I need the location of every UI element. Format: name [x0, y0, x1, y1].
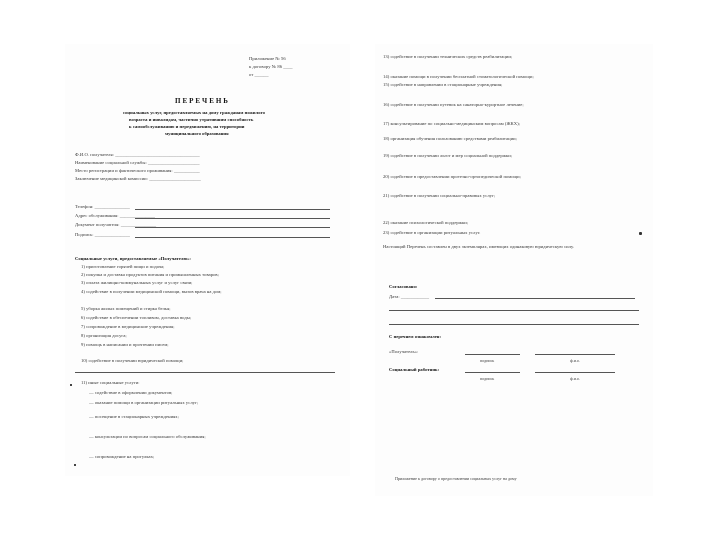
client-role: «Получатель»: — [389, 349, 419, 354]
appendix-line-3: от ______ — [249, 72, 269, 77]
section-divider — [75, 372, 335, 373]
list-item-6: 6) содействие в обеспечении топливом, доставка воды; — [81, 315, 192, 320]
contact-underline-1 — [135, 209, 330, 210]
appendix-line-1: Приложение № 56 — [249, 56, 286, 61]
right-item-1: 13) содействие в получении технических средств реабилитации; — [383, 54, 513, 59]
list-item-10: 10) содействие в получении юридической помощи; — [81, 358, 184, 363]
worker-sign-line — [465, 372, 520, 373]
head-line-3: Место регистрации и фактического проживания: ___________ — [75, 168, 200, 173]
scan-speck — [74, 464, 76, 466]
worker-label: Социальный работник: — [389, 367, 440, 372]
list-item-5: 5) уборка жилых помещений и стирка белья; — [81, 306, 171, 311]
contact-line-3: Документ получателя: _______________ — [75, 222, 157, 227]
document-page-left — [65, 44, 350, 476]
right-item-6: 18) организация обучения пользованию средствами реабилитации; — [383, 136, 517, 141]
list-item-16: — сопровождение на прогулках; — [89, 454, 155, 459]
subtitle-line-3: к самообслуживанию и передвижению, на территории — [129, 124, 245, 129]
contact-underline-4 — [135, 237, 330, 238]
signature-line-1 — [435, 298, 635, 299]
agreed-label: Согласовано: — [389, 284, 418, 289]
right-item-8: 20) содействие в предоставлении протезно-ортопедической помощи; — [383, 174, 521, 179]
right-item-2: 14) оказание помощи в получении бесплатной стоматологической помощи; — [383, 74, 534, 79]
list-item-12: — содействие в оформлении документов; — [89, 390, 173, 395]
right-item-9: 21) содействие в получении социально-правовых услуг; — [383, 193, 496, 198]
contact-line-4: Подпись: _______________ — [75, 232, 130, 237]
client-sign-caption: подпись — [480, 358, 495, 363]
scan-speck — [639, 232, 642, 235]
date-label: Дата: ____________ — [389, 294, 430, 299]
right-item-5: 17) консультирование по социально-медицинским вопросам (ЖКХ); — [383, 121, 521, 126]
list-item-11: 11) иные социальные услуги: — [81, 380, 140, 385]
list-item-2: 2) покупка и доставка продуктов питания и промышленных товаров; — [81, 272, 219, 277]
scan-speck — [70, 384, 72, 386]
list-item-7: 7) сопровождение в медицинские учреждения; — [81, 324, 175, 329]
list-item-15: — консультации по вопросам социального обслуживания; — [89, 434, 206, 439]
right-item-7: 19) содействие в получении льгот и мер социальной поддержки; — [383, 153, 513, 158]
list-item-13: — оказание помощи в организации ритуальных услуг; — [89, 400, 199, 405]
worker-name-line — [535, 372, 615, 373]
contact-underline-2 — [135, 218, 330, 219]
list-item-8: 8) организация досуга; — [81, 333, 127, 338]
right-item-3: 15) содействие в направлении в стационарные учреждения; — [383, 82, 503, 87]
contact-underline-3 — [135, 227, 330, 228]
list-item-3: 3) оплата жилищно-коммунальных услуг и услуг связи; — [81, 280, 193, 285]
worker-name-caption: ф.и.о. — [570, 376, 581, 381]
list-item-14: — посещение в стационарных учреждениях; — [89, 414, 179, 419]
head-line-1: Ф.И.О. получателя: ____________________________________ — [75, 152, 200, 157]
subtitle-line-2: возраста и инвалидам, частично утратившим способность — [129, 117, 254, 122]
subtitle-line-4: муниципального образования — [165, 131, 229, 136]
contact-line-2: Адрес обслуживания: _______________ — [75, 213, 155, 218]
signature-line-3 — [389, 324, 639, 325]
worker-sign-caption: подпись — [480, 376, 495, 381]
contact-line-1: Телефон: _______________ — [75, 204, 130, 209]
client-name-caption: ф.и.о. — [570, 358, 581, 363]
right-item-11: 23) содействие в организации ритуальных услуг. — [383, 230, 481, 235]
signature-line-2 — [389, 310, 639, 311]
list-item-1: 1) приготовление горячей пищи и подача; — [81, 264, 165, 269]
right-item-4: 16) содействие в получении путевок на санаторно-курортное лечение; — [383, 102, 524, 107]
client-label: С перечнем ознакомлен: — [389, 334, 442, 339]
head-line-2: Наименование социальной службы: ______________________ — [75, 160, 200, 165]
list-item-9: 9) помощь в написании и прочтении писем; — [81, 342, 169, 347]
closing-note: Настоящий Перечень составлен в двух экземплярах, имеющих одинаковую юридическую силу. — [383, 244, 575, 249]
list-item-4: 4) содействие в получении медицинской помощи, вызов врача на дом; — [81, 289, 222, 294]
appendix-line-2: к договору № 86 ____ — [249, 64, 293, 69]
head-line-4: Заключение медицинской комиссии: ______________________ — [75, 176, 201, 181]
client-name-line — [535, 354, 615, 355]
client-sign-line — [465, 354, 520, 355]
document-title: ПЕРЕЧЕНЬ — [175, 97, 230, 105]
section-heading: Социальные услуги, предоставляемые «Получателю»: — [75, 256, 192, 261]
subtitle-line-1: социальных услуг, предоставляемых на дому гражданам пожилого — [123, 110, 265, 115]
footer-note: Приложение к договору о предоставлении социальных услуг на дому — [395, 476, 517, 481]
right-item-10: 22) оказание психологической поддержки; — [383, 220, 469, 225]
document-page-right — [375, 44, 653, 496]
